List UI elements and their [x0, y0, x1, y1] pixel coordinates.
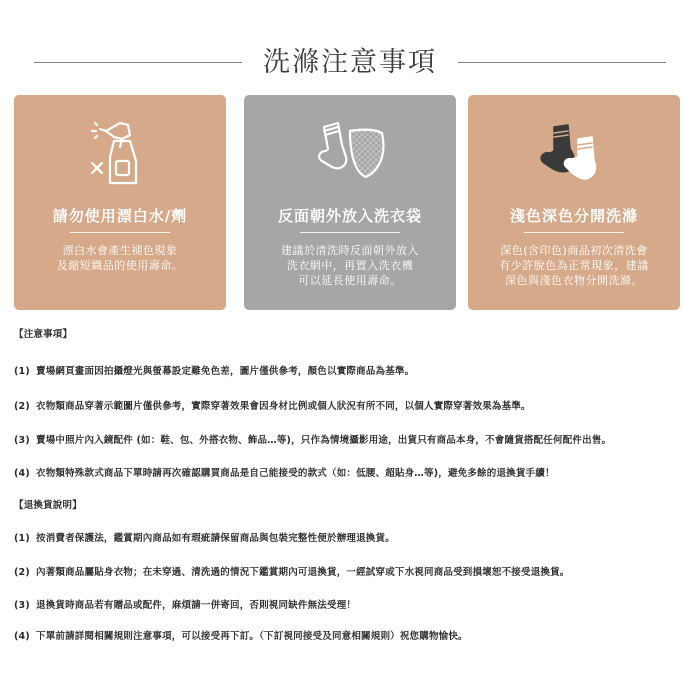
- returns-heading: 【退換貨說明】: [14, 500, 82, 511]
- card-title: 反面朝外放入洗衣袋: [277, 207, 422, 225]
- list-item: [14, 599, 356, 613]
- item-number: (4): [14, 631, 30, 642]
- card-divider: [70, 232, 170, 233]
- item-text: 衣物類商品穿著示範圖片僅供參考，實際穿著效果會因身材比例或個人狀況有所不同，以個人實際穿著效果為基準。: [36, 401, 531, 412]
- item-number: (1): [14, 366, 30, 377]
- header: [0, 43, 700, 83]
- item-text: 按消費者保護法，鑑賞期內商品如有瑕疵請保留商品與包裝完整性便於辦理退換貨。: [36, 533, 395, 544]
- spray-bottle-no-bleach-icon: [70, 117, 170, 189]
- card-separate-wash: [468, 95, 680, 310]
- item-number: (1): [14, 533, 30, 544]
- list-item: [14, 365, 414, 379]
- list-item: [14, 532, 395, 546]
- item-text: 下單前請詳閱相關規則注意事項，可以接受再下訂。（下訂視同接受及同意相關規則）祝您購物愉快。: [36, 631, 468, 642]
- card-description: 深色(含印色)商品初次清洗會 有少許脫色為正常現象，建議 深色與淺色衣物分開洗滌。: [499, 244, 649, 287]
- item-text: 賣場中照片內入鏡配件 (如：鞋、包、外搭衣物、飾品…等)，只作為情境攝影用途，出貨只有商品本身，不會隨貨搭配任何配件出售。: [36, 435, 612, 446]
- card-description: 建議於清洗時反面朝外放入 洗衣網中，再置入洗衣機 可以延長使用壽命。: [281, 244, 419, 287]
- sock-laundry-net-icon: [300, 117, 400, 189]
- item-number: (3): [14, 435, 30, 446]
- card-divider: [524, 232, 624, 233]
- item-number: (4): [14, 468, 30, 479]
- page-title: 洗滌注意事項: [263, 47, 437, 78]
- item-text: 賣場網頁畫面因拍攝燈光與螢幕設定難免色差，圖片僅供參考，顏色以實際商品為基準。: [36, 366, 415, 377]
- item-number: (3): [14, 600, 30, 611]
- card-description: 漂白水會產生褪色現象 及縮短織品的使用壽命。: [56, 244, 184, 272]
- card-no-bleach: [14, 95, 226, 310]
- item-number: (2): [14, 567, 30, 578]
- two-socks-icon: [524, 117, 624, 189]
- card-laundry-bag: [244, 95, 456, 310]
- list-item: [14, 630, 468, 644]
- care-cards: [14, 95, 686, 310]
- item-number: (2): [14, 401, 30, 412]
- title-divider-right: [458, 62, 666, 63]
- list-item: [14, 467, 555, 481]
- list-item: [14, 400, 531, 414]
- card-divider: [300, 232, 400, 233]
- item-text: 內著類商品屬貼身衣物；在未穿過、清洗過的情況下鑑賞期內可退換貨，一經試穿或下水視同商品受到損壞恕不接受退換貨。: [36, 567, 570, 578]
- item-text: 衣物類特殊款式商品下單時請再次確認購買商品是自己能接受的款式（如：低腰、超貼身…等)，避免多餘的退換貨手續！: [36, 468, 555, 479]
- card-title: 淺色深色分開洗滌: [509, 207, 638, 225]
- item-text: 退換貨時商品若有贈品或配件，麻煩請一併寄回，否則視同缺件無法受理！: [36, 600, 357, 611]
- title-divider-left: [34, 62, 242, 63]
- list-item: [14, 566, 570, 580]
- list-item: [14, 434, 611, 448]
- card-title: 請勿使用漂白水/劑: [52, 207, 188, 225]
- notes-heading: 【注意事項】: [14, 329, 73, 340]
